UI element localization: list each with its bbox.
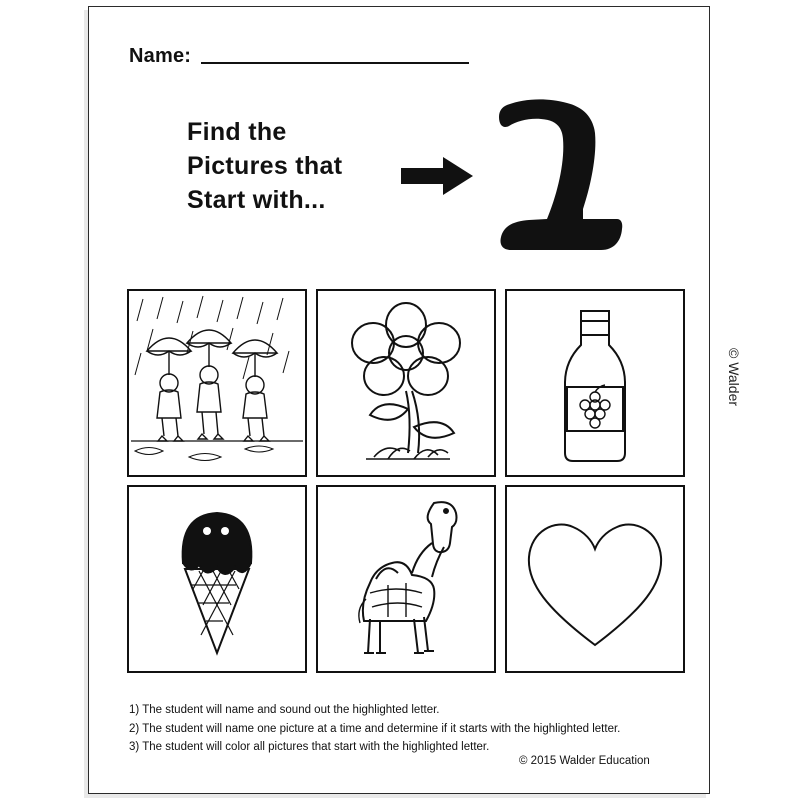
page-title bbox=[187, 115, 417, 217]
picture-flower[interactable] bbox=[316, 289, 496, 477]
picture-bottle[interactable] bbox=[505, 289, 685, 477]
title-line-3: Start with... bbox=[187, 186, 326, 214]
instruction-3: 3) The student will color all pictures that start with the highlighted letter. bbox=[129, 741, 490, 754]
picture-ice-cream[interactable] bbox=[127, 485, 307, 673]
instruction-1: 1) The student will name and sound out the highlighted letter. bbox=[129, 704, 440, 716]
picture-heart[interactable] bbox=[505, 485, 685, 673]
picture-rain-children[interactable] bbox=[127, 289, 307, 477]
right-arrow-icon bbox=[399, 155, 475, 197]
copyright-notice: © 2015 Walder Education bbox=[519, 755, 650, 767]
hebrew-letter-bet-icon bbox=[471, 93, 631, 258]
instructions-list bbox=[129, 701, 669, 757]
name-label: Name: bbox=[129, 45, 192, 67]
worksheet-sheet bbox=[88, 6, 710, 794]
picture-camel[interactable] bbox=[316, 485, 496, 673]
name-write-line[interactable] bbox=[201, 62, 469, 64]
name-row bbox=[129, 45, 469, 68]
picture-grid bbox=[127, 289, 677, 673]
instruction-2: 2) The student will name one picture at a time and determine if it starts with the highlighted letter. bbox=[129, 722, 621, 735]
side-watermark: © Walder bbox=[726, 348, 742, 407]
title-line-1: Find the bbox=[187, 118, 287, 146]
title-line-2: Pictures that bbox=[187, 152, 343, 180]
